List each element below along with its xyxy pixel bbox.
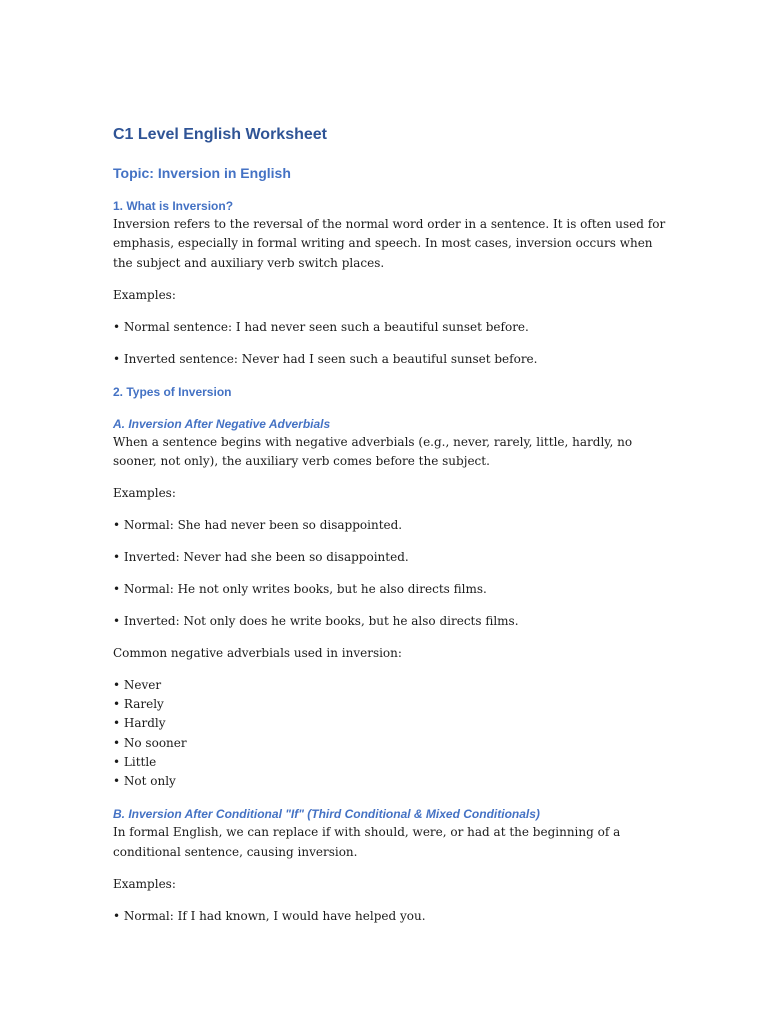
list-item: • Not only: [113, 774, 176, 789]
adverbials-list: [113, 676, 673, 792]
section-1-body: Inversion refers to the reversal of the normal word order in a sentence. It is often used for emphasis, especially in formal writing and speech. In most cases, inversion occurs when the subject and auxiliary verb switch places.: [113, 217, 666, 270]
subsection-a-example: • Inverted: Not only does he write books, but he also directs films.: [113, 613, 519, 628]
subsection-a-example: • Normal: He not only writes books, but he also directs films.: [113, 581, 487, 596]
list-item: • No sooner: [113, 735, 187, 750]
subsection-a-examples-label: Examples:: [113, 486, 176, 501]
section-1-examples-label: Examples:: [113, 287, 176, 302]
list-item: • Rarely: [113, 696, 164, 711]
worksheet-content: [113, 124, 673, 926]
section-2-heading: 2. Types of Inversion: [113, 384, 232, 399]
section-1-heading: 1. What is Inversion?: [113, 199, 234, 213]
subsection-a-heading: A. Inversion After Negative Adverbials: [113, 416, 331, 431]
section-1-example: • Inverted sentence: Never had I seen such a beautiful sunset before.: [113, 351, 538, 366]
subsection-a-example: • Inverted: Never had she been so disappointed.: [113, 550, 409, 565]
adverbials-list-intro: Common negative adverbials used in inversion:: [113, 645, 402, 660]
subsection-b-heading: B. Inversion After Conditional "If" (Third Conditional & Mixed Conditionals): [113, 807, 540, 822]
list-item: • Hardly: [113, 716, 166, 731]
list-item: • Never: [113, 677, 162, 692]
subsection-b-body: In formal English, we can replace if with should, were, or had at the beginning of a conditional sentence, causing inversion.: [113, 825, 621, 859]
subsection-a-example: • Normal: She had never been so disappointed.: [113, 518, 403, 533]
worksheet-title: C1 Level English Worksheet: [113, 126, 327, 143]
list-item: • Little: [113, 754, 157, 769]
topic-heading: Topic: Inversion in English: [113, 165, 291, 181]
subsection-b-example: • Normal: If I had known, I would have helped you.: [113, 908, 426, 923]
subsection-b-examples-label: Examples:: [113, 876, 176, 891]
section-1-example: • Normal sentence: I had never seen such a beautiful sunset before.: [113, 319, 529, 334]
subsection-a-body: When a sentence begins with negative adverbials (e.g., never, rarely, little, hardly, no sooner, not only), the auxiliary verb comes before the subject.: [113, 434, 633, 469]
